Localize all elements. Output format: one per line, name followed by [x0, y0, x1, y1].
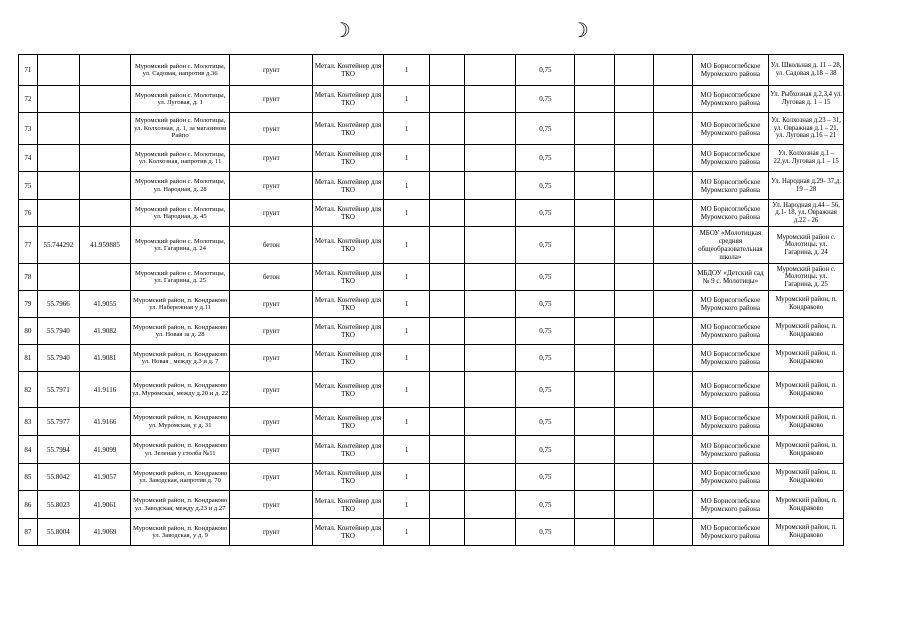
empty-cell	[464, 86, 516, 113]
empty-cell	[464, 318, 516, 345]
waste-source-cell: Муромский район, п. Кондраково	[769, 436, 844, 464]
empty-cell	[654, 200, 692, 227]
container-type-cell: Метал. Контейнер для ТКО	[313, 372, 383, 408]
latitude-cell: 55.8004	[37, 519, 79, 546]
waste-source-cell: Муромский район с. Молотицы, ул. Гагарина, д. 25	[769, 264, 844, 291]
surface-cell: грунт	[230, 491, 313, 519]
address-cell: Муромский район, п. Кондраково ул. Заводская, у д. 9	[130, 519, 229, 546]
container-count-cell: 1	[383, 436, 430, 464]
longitude-cell	[80, 86, 131, 113]
container-volume-cell: 0,75	[516, 145, 575, 172]
empty-cell	[654, 55, 692, 86]
container-count-cell: 1	[383, 491, 430, 519]
empty-cell	[464, 291, 516, 318]
row-number: 72	[19, 86, 38, 113]
longitude-cell: 41.9116	[80, 372, 131, 408]
row-number: 85	[19, 464, 38, 491]
container-type-cell: Метал. Контейнер для ТКО	[313, 55, 383, 86]
owner-cell: МБДОУ «Детский сад № 9 с. Молотицы»	[692, 264, 769, 291]
owner-cell: МО Борисоглебское Муромского района	[692, 491, 769, 519]
empty-cell	[430, 491, 464, 519]
table-row	[19, 145, 844, 172]
empty-cell	[575, 200, 614, 227]
row-number: 77	[19, 227, 38, 264]
empty-cell	[430, 519, 464, 546]
surface-cell: грунт	[230, 318, 313, 345]
owner-cell: МО Борисоглебское Муромского района	[692, 345, 769, 372]
empty-cell	[575, 436, 614, 464]
longitude-cell	[80, 145, 131, 172]
empty-cell	[575, 372, 614, 408]
container-volume-cell: 0,75	[516, 491, 575, 519]
container-volume-cell: 0,75	[516, 264, 575, 291]
address-cell: Муромский район, п. Кондраково ул. Заводская, напротив д. 70	[130, 464, 229, 491]
address-cell: Муромский район, п. Кондраково ул. Муромская, у д. 31	[130, 408, 229, 436]
container-type-cell: Метал. Контейнер для ТКО	[313, 491, 383, 519]
container-count-cell: 1	[383, 86, 430, 113]
empty-cell	[464, 372, 516, 408]
empty-cell	[575, 464, 614, 491]
container-volume-cell: 0,75	[516, 55, 575, 86]
row-number: 76	[19, 200, 38, 227]
empty-cell	[464, 200, 516, 227]
row-number: 71	[19, 55, 38, 86]
container-type-cell: Метал. Контейнер для ТКО	[313, 464, 383, 491]
longitude-cell	[80, 172, 131, 200]
longitude-cell: 41.9166	[80, 408, 131, 436]
empty-cell	[430, 318, 464, 345]
container-volume-cell: 0,75	[516, 372, 575, 408]
row-number: 73	[19, 113, 38, 145]
waste-source-cell: Ул. Рыбхозная д.2,3,4 ул. Луговая д. 1 – 15	[769, 86, 844, 113]
address-cell: Муромский район, п. Кондраково ул. Набережная у д.11	[130, 291, 229, 318]
container-volume-cell: 0,75	[516, 172, 575, 200]
container-count-cell: 1	[383, 55, 430, 86]
owner-cell: МО Борисоглебское Муромского района	[692, 145, 769, 172]
surface-cell: грунт	[230, 372, 313, 408]
latitude-cell: 55.8023	[37, 491, 79, 519]
address-cell: Муромский район с. Молотицы, ул. Колхозная, д. 1, за магазином Райпо	[130, 113, 229, 145]
empty-cell	[464, 264, 516, 291]
address-cell: Муромский район с. Молотицы, ул. Гагарина, д. 24	[130, 227, 229, 264]
table-row	[19, 408, 844, 436]
owner-cell: МО Борисоглебское Муромского района	[692, 291, 769, 318]
empty-cell	[575, 227, 614, 264]
surface-cell: грунт	[230, 519, 313, 546]
container-count-cell: 1	[383, 227, 430, 264]
empty-cell	[575, 519, 614, 546]
latitude-cell: 55.7994	[37, 436, 79, 464]
empty-cell	[575, 264, 614, 291]
latitude-cell: 55.8042	[37, 464, 79, 491]
owner-cell: МБОУ «Молотицкая средняя общеобразовательная школа»	[692, 227, 769, 264]
empty-cell	[654, 145, 692, 172]
waste-sites-table	[18, 54, 844, 546]
waste-source-cell: Муромский район, п. Кондраково	[769, 372, 844, 408]
empty-cell	[614, 113, 653, 145]
empty-cell	[430, 145, 464, 172]
empty-cell	[654, 264, 692, 291]
empty-cell	[614, 436, 653, 464]
surface-cell: грунт	[230, 113, 313, 145]
container-type-cell: Метал. Контейнер для ТКО	[313, 113, 383, 145]
container-count-cell: 1	[383, 519, 430, 546]
empty-cell	[654, 345, 692, 372]
container-volume-cell: 0,75	[516, 291, 575, 318]
container-type-cell: Метал. Контейнер для ТКО	[313, 172, 383, 200]
container-count-cell: 1	[383, 408, 430, 436]
empty-cell	[614, 172, 653, 200]
empty-cell	[575, 408, 614, 436]
empty-cell	[464, 55, 516, 86]
empty-cell	[575, 86, 614, 113]
surface-cell: грунт	[230, 145, 313, 172]
empty-cell	[654, 408, 692, 436]
table-row	[19, 345, 844, 372]
row-number: 83	[19, 408, 38, 436]
container-type-cell: Метал. Контейнер для ТКО	[313, 291, 383, 318]
container-type-cell: Метал. Контейнер для ТКО	[313, 519, 383, 546]
empty-cell	[464, 519, 516, 546]
empty-cell	[430, 113, 464, 145]
container-type-cell: Метал. Контейнер для ТКО	[313, 200, 383, 227]
longitude-cell: 41.9099	[80, 436, 131, 464]
empty-cell	[654, 291, 692, 318]
owner-cell: МО Борисоглебское Муромского района	[692, 464, 769, 491]
latitude-cell: 55.7971	[37, 372, 79, 408]
container-type-cell: Метал. Контейнер для ТКО	[313, 408, 383, 436]
empty-cell	[614, 227, 653, 264]
address-cell: Муромский район с. Молотицы, ул. Колхозная, напротив д. 11	[130, 145, 229, 172]
table-row	[19, 172, 844, 200]
empty-cell	[575, 318, 614, 345]
empty-cell	[614, 372, 653, 408]
owner-cell: МО Борисоглебское Муромского района	[692, 113, 769, 145]
surface-cell: грунт	[230, 464, 313, 491]
waste-source-cell: Муромский район, п. Кондраково	[769, 519, 844, 546]
address-cell: Муромский район, п. Кондраково ул. Зеленая у столба №11	[130, 436, 229, 464]
surface-cell: грунт	[230, 408, 313, 436]
empty-cell	[430, 264, 464, 291]
empty-cell	[430, 172, 464, 200]
latitude-cell	[37, 200, 79, 227]
longitude-cell: 41.9081	[80, 345, 131, 372]
container-type-cell: Метал. Контейнер для ТКО	[313, 86, 383, 113]
latitude-cell: 55.7966	[37, 291, 79, 318]
table-row	[19, 86, 844, 113]
empty-cell	[464, 227, 516, 264]
table-row	[19, 55, 844, 86]
empty-cell	[614, 318, 653, 345]
empty-cell	[614, 200, 653, 227]
empty-cell	[430, 345, 464, 372]
empty-cell	[464, 172, 516, 200]
address-cell: Муромский район, п. Кондраково ул. Муромская, между д.20 и д. 22	[130, 372, 229, 408]
owner-cell: МО Борисоглебское Муромского района	[692, 86, 769, 113]
owner-cell: МО Борисоглебское Муромского района	[692, 519, 769, 546]
row-number: 84	[19, 436, 38, 464]
empty-cell	[575, 345, 614, 372]
empty-cell	[614, 55, 653, 86]
empty-cell	[654, 464, 692, 491]
address-cell: Муромский район, п. Кондраково ул. Заводская, между д.23 и д.27	[130, 491, 229, 519]
container-count-cell: 1	[383, 145, 430, 172]
table-row	[19, 200, 844, 227]
container-count-cell: 1	[383, 264, 430, 291]
empty-cell	[614, 491, 653, 519]
waste-source-cell: Ул. Колхозная д.23 – 31, ул. Овражная д.1 – 21, ул. Луговая д.16 – 21	[769, 113, 844, 145]
empty-cell	[575, 172, 614, 200]
latitude-cell	[37, 172, 79, 200]
owner-cell: МО Борисоглебское Муромского района	[692, 55, 769, 86]
waste-source-cell: Муромский район, п. Кондраково	[769, 291, 844, 318]
table-row	[19, 291, 844, 318]
longitude-cell: 41.959885	[80, 227, 131, 264]
empty-cell	[430, 227, 464, 264]
empty-cell	[575, 55, 614, 86]
waste-source-cell: Ул. Школьная д. 11 – 28, ул. Садовая д.18 – 38	[769, 55, 844, 86]
binder-hole-right: ☽	[571, 18, 589, 42]
empty-cell	[430, 436, 464, 464]
container-count-cell: 1	[383, 318, 430, 345]
waste-source-cell: Муромский район, п. Кондраково	[769, 408, 844, 436]
longitude-cell	[80, 200, 131, 227]
waste-source-cell: Ул. Народная д.44 – 56, д.1- 18, ул. Овражная д.22 - 26	[769, 200, 844, 227]
table-row	[19, 436, 844, 464]
surface-cell: грунт	[230, 200, 313, 227]
empty-cell	[654, 172, 692, 200]
owner-cell: МО Борисоглебское Муромского района	[692, 318, 769, 345]
surface-cell: грунт	[230, 172, 313, 200]
container-count-cell: 1	[383, 372, 430, 408]
longitude-cell: 41.9061	[80, 491, 131, 519]
row-number: 82	[19, 372, 38, 408]
container-volume-cell: 0,75	[516, 519, 575, 546]
empty-cell	[654, 227, 692, 264]
waste-source-cell: Ул. Народная д.29- 37,д. 19 – 28	[769, 172, 844, 200]
surface-cell: грунт	[230, 86, 313, 113]
empty-cell	[654, 436, 692, 464]
surface-cell: грунт	[230, 291, 313, 318]
table-row	[19, 519, 844, 546]
longitude-cell	[80, 264, 131, 291]
empty-cell	[430, 291, 464, 318]
owner-cell: МО Борисоглебское Муромского района	[692, 172, 769, 200]
surface-cell: грунт	[230, 436, 313, 464]
container-count-cell: 1	[383, 113, 430, 145]
longitude-cell: 41.9082	[80, 318, 131, 345]
container-volume-cell: 0,75	[516, 436, 575, 464]
container-volume-cell: 0,75	[516, 86, 575, 113]
owner-cell: МО Борисоглебское Муромского района	[692, 408, 769, 436]
row-number: 81	[19, 345, 38, 372]
container-type-cell: Метал. Контейнер для ТКО	[313, 145, 383, 172]
container-volume-cell: 0,75	[516, 200, 575, 227]
container-volume-cell: 0,75	[516, 227, 575, 264]
container-volume-cell: 0,75	[516, 464, 575, 491]
surface-cell: грунт	[230, 55, 313, 86]
address-cell: Муромский район с. Молотицы, ул. Гагарина, д. 25	[130, 264, 229, 291]
empty-cell	[575, 491, 614, 519]
row-number: 87	[19, 519, 38, 546]
container-volume-cell: 0,75	[516, 345, 575, 372]
owner-cell: МО Борисоглебское Муромского района	[692, 436, 769, 464]
table-row	[19, 264, 844, 291]
row-number: 75	[19, 172, 38, 200]
address-cell: Муромский район, п. Кондраково ул. Новая за д. 28	[130, 318, 229, 345]
empty-cell	[430, 200, 464, 227]
container-count-cell: 1	[383, 291, 430, 318]
empty-cell	[614, 464, 653, 491]
address-cell: Муромский район, п. Кондраково ул. Новая , между д.3 и д. 7	[130, 345, 229, 372]
waste-source-cell: Муромский район с. Молотицы, ул. Гагарина, д. 24	[769, 227, 844, 264]
empty-cell	[430, 55, 464, 86]
empty-cell	[430, 464, 464, 491]
binder-hole-left: ☽	[333, 18, 351, 42]
address-cell: Муромский район с. Молотицы, ул. Садовая, напротив д.36	[130, 55, 229, 86]
container-count-cell: 1	[383, 172, 430, 200]
waste-source-cell: Муромский район, п. Кондраково	[769, 464, 844, 491]
table-row	[19, 491, 844, 519]
latitude-cell: 55.744292	[37, 227, 79, 264]
empty-cell	[575, 291, 614, 318]
empty-cell	[464, 408, 516, 436]
latitude-cell	[37, 113, 79, 145]
empty-cell	[430, 372, 464, 408]
empty-cell	[654, 491, 692, 519]
address-cell: Муромский район с. Молотицы, ул. Луговая, д. 1	[130, 86, 229, 113]
row-number: 86	[19, 491, 38, 519]
address-cell: Муромский район с. Молотицы, ул. Народная, д. 45	[130, 200, 229, 227]
empty-cell	[614, 145, 653, 172]
empty-cell	[464, 113, 516, 145]
longitude-cell	[80, 113, 131, 145]
empty-cell	[430, 408, 464, 436]
container-type-cell: Метал. Контейнер для ТКО	[313, 436, 383, 464]
longitude-cell	[80, 55, 131, 86]
container-type-cell: Метал. Контейнер для ТКО	[313, 345, 383, 372]
surface-cell: бетон	[230, 264, 313, 291]
container-count-cell: 1	[383, 345, 430, 372]
empty-cell	[614, 345, 653, 372]
latitude-cell: 55.7977	[37, 408, 79, 436]
empty-cell	[614, 408, 653, 436]
owner-cell: МО Борисоглебское Муромского района	[692, 200, 769, 227]
latitude-cell	[37, 55, 79, 86]
empty-cell	[654, 372, 692, 408]
latitude-cell: 55.7940	[37, 345, 79, 372]
empty-cell	[430, 86, 464, 113]
empty-cell	[654, 519, 692, 546]
waste-source-cell: Муромский район, п. Кондраково	[769, 345, 844, 372]
empty-cell	[464, 491, 516, 519]
empty-cell	[614, 264, 653, 291]
container-count-cell: 1	[383, 200, 430, 227]
container-type-cell: Метал. Контейнер для ТКО	[313, 318, 383, 345]
latitude-cell	[37, 145, 79, 172]
empty-cell	[464, 145, 516, 172]
latitude-cell	[37, 86, 79, 113]
table-row	[19, 318, 844, 345]
row-number: 78	[19, 264, 38, 291]
latitude-cell	[37, 264, 79, 291]
row-number: 79	[19, 291, 38, 318]
empty-cell	[614, 519, 653, 546]
empty-cell	[614, 86, 653, 113]
longitude-cell: 41.9069	[80, 519, 131, 546]
surface-cell: бетон	[230, 227, 313, 264]
container-type-cell: Метал. Контейнер для ТКО	[313, 264, 383, 291]
table-row	[19, 227, 844, 264]
empty-cell	[464, 345, 516, 372]
row-number: 80	[19, 318, 38, 345]
table-row	[19, 113, 844, 145]
empty-cell	[575, 145, 614, 172]
address-cell: Муромский район с. Молотицы, ул. Народная, д. 28	[130, 172, 229, 200]
table-row	[19, 372, 844, 408]
waste-source-cell: Муромский район, п. Кондраково	[769, 318, 844, 345]
owner-cell: МО Борисоглебское Муромского района	[692, 372, 769, 408]
surface-cell: грунт	[230, 345, 313, 372]
container-volume-cell: 0,75	[516, 113, 575, 145]
waste-source-cell: Муромский район, п. Кондраково	[769, 491, 844, 519]
empty-cell	[654, 113, 692, 145]
empty-cell	[614, 291, 653, 318]
empty-cell	[575, 113, 614, 145]
container-volume-cell: 0,75	[516, 318, 575, 345]
container-count-cell: 1	[383, 464, 430, 491]
table-row	[19, 464, 844, 491]
container-volume-cell: 0,75	[516, 408, 575, 436]
row-number: 74	[19, 145, 38, 172]
container-type-cell: Метал. Контейнер для ТКО	[313, 227, 383, 264]
longitude-cell: 41.9055	[80, 291, 131, 318]
empty-cell	[654, 86, 692, 113]
empty-cell	[464, 464, 516, 491]
empty-cell	[654, 318, 692, 345]
latitude-cell: 55.7940	[37, 318, 79, 345]
empty-cell	[464, 436, 516, 464]
longitude-cell: 41.9057	[80, 464, 131, 491]
waste-source-cell: Ул. Колхозная д.1 – 22,ул. Луговая д.1 – 15	[769, 145, 844, 172]
